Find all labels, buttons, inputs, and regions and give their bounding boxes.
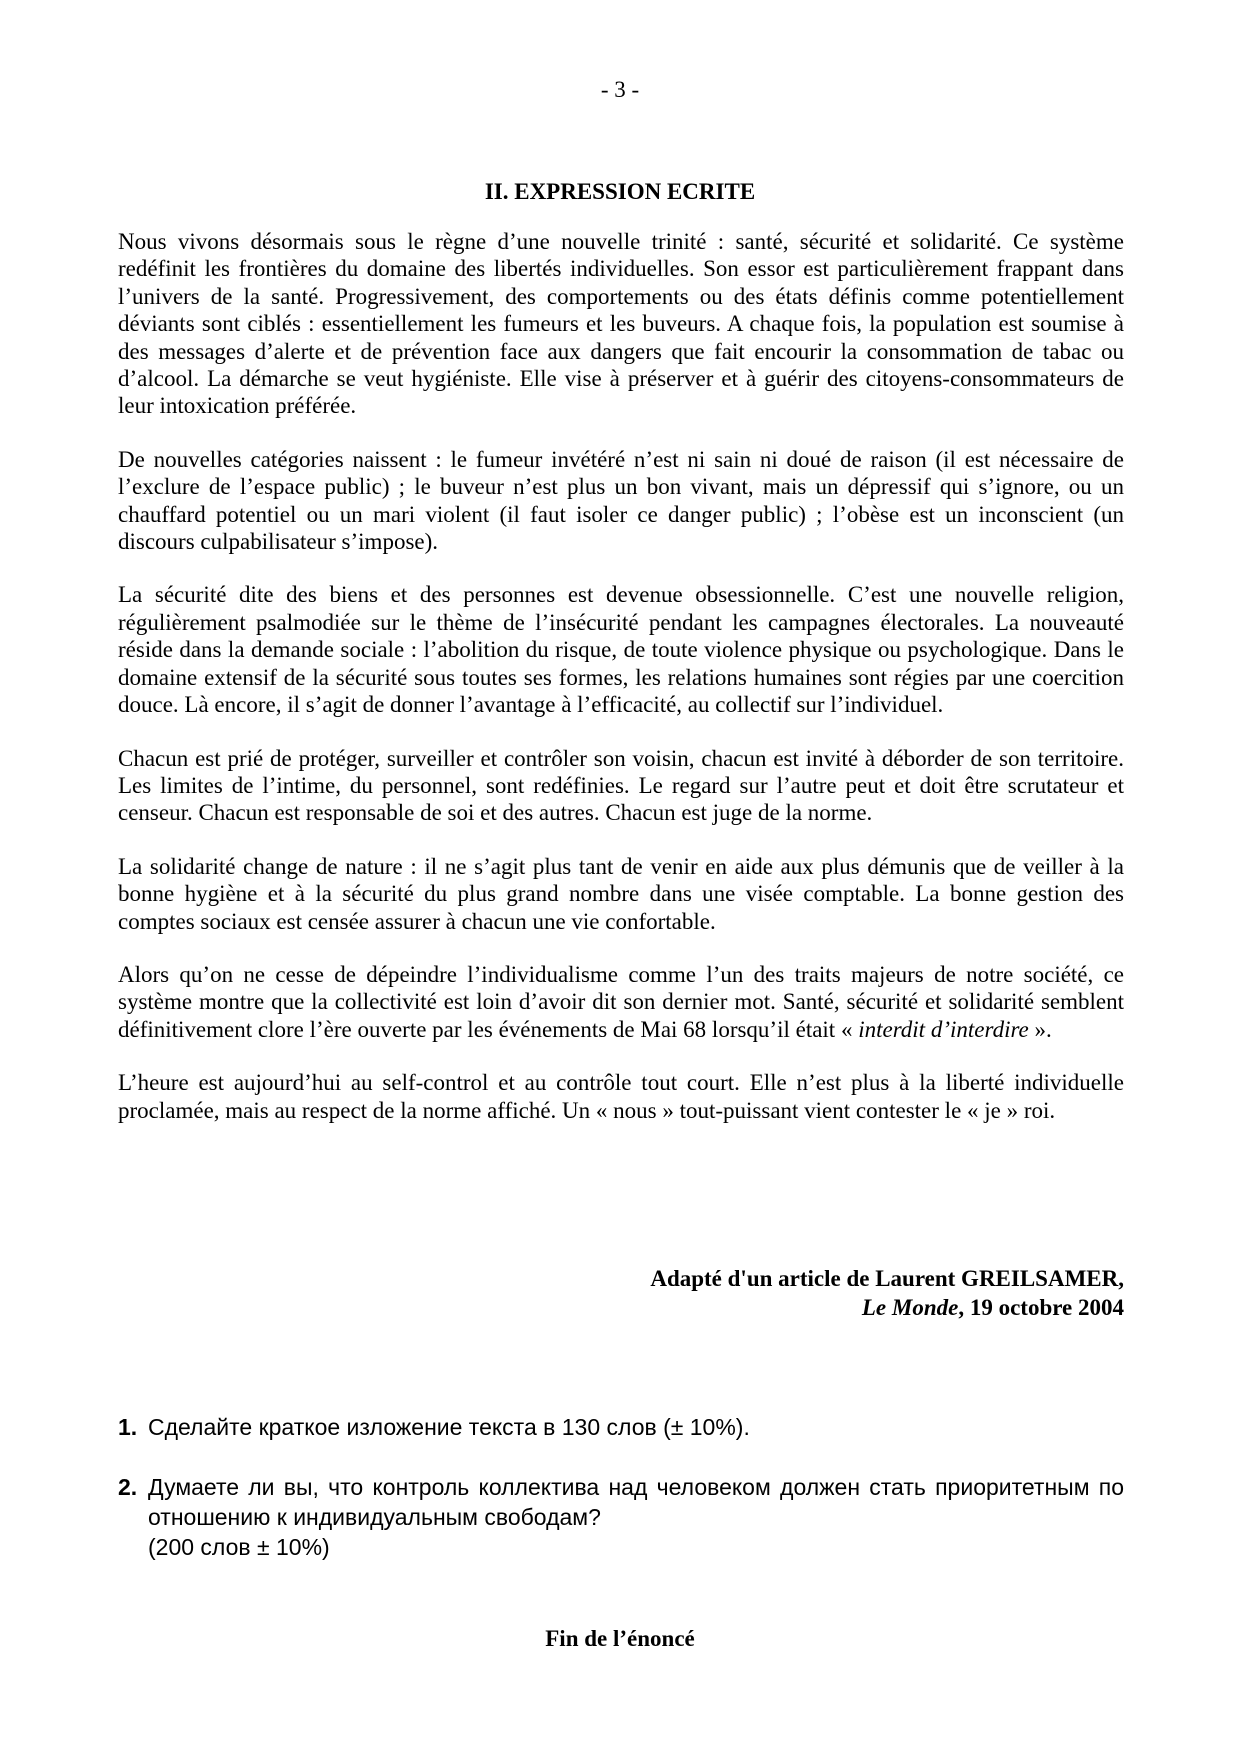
source-attribution (118, 1264, 1124, 1322)
article-paragraph: La solidarité change de nature : il ne s’agit plus tant de venir en aide aux plus démunis que de veiller à la bonne hygiène et à la sécurité du plus grand nombre dans une visée comptable. La bonne gestion des comptes sociaux est censée assurer à chacun une vie confortable. (118, 853, 1124, 934)
article-paragraph (118, 961, 1124, 1043)
question-text (148, 1472, 1124, 1562)
question-number: 2. (118, 1474, 138, 1500)
article-paragraph: L’heure est aujourd’hui au self-control et au contrôle tout court. Elle n’est plus à la liberté individuelle proclamée, mais au respect de la norme affiché. Un « nous » tout-puissant vient contester le « je » roi. (118, 1070, 1124, 1123)
article-paragraph: Chacun est prié de protéger, surveiller et contrôler son voisin, chacun est invité à déborder de son territoire. Les limites de l’intime, du personnel, sont redéfinies. Le regard sur l’autre peut et doit être scrutateur et censeur. Chacun est responsable de soi et des autres. Chacun est juge de la norme. (118, 745, 1124, 826)
question-list (118, 1412, 1124, 1592)
question-item (118, 1412, 1124, 1442)
question-text (148, 1412, 1124, 1442)
closing-line: Fin de l’énoncé (545, 1626, 695, 1651)
source-publication-line (118, 1293, 1124, 1322)
article-paragraph: Nous vivons désormais sous le règne d’une nouvelle trinité : santé, sécurité et solidarité. Ce système redéfinit les frontières du domaine des libertés individuelles. Son essor est particulièrement frappant dans l’univers de la santé. Progressivement, des comportements ou des états définis comme potentiellement déviants sont ciblés : essentiellement les fumeurs et les buveurs. A chaque fois, la population est soumise à des messages d’alerte et de prévention face aux dangers que fait encourir la consommation de tabac ou d’alcool. La démarche se veut hygiéniste. Elle vise à préserver et à guérir des citoyens-consommateurs de leur intoxication préférée. (118, 229, 1124, 419)
source-author: Adapté d'un article de Laurent GREILSAMER, (650, 1266, 1124, 1291)
question-line: Думаете ли вы, что контроль коллектива над человеком должен стать приоритетным по отношению к индивидуальным свободам? (148, 1474, 1124, 1530)
section-title: II. EXPRESSION ECRITE (484, 179, 756, 204)
quoted-slogan: interdit d’interdire (858, 1016, 1029, 1042)
question-number: 1. (118, 1414, 138, 1440)
article-paragraph: De nouvelles catégories naissent : le fumeur invétéré n’est ni sain ni doué de raison (il est nécessaire de l’exclure de l’espace public) ; le buveur n’est plus un bon vivant, mais un dépressif qui s’ignore, ou un chauffard potentiel ou un mari violent (il faut isoler ce danger public) ; l’obèse est un inconscient (un discours culpabilisateur s’impose). (118, 446, 1124, 555)
article-paragraph-text: Alors qu’on ne cesse de dépeindre l’individualisme comme l’un des traits majeurs de notre société, ce système montre que la collectivité est loin d’avoir dit son dernier mot. Santé, sécurité et solidarité semblent définitivement clore l’ère ouverte par les événements de Mai 68 lorsqu’il était « (118, 961, 1124, 1042)
article-paragraph-text: ». (1028, 1016, 1052, 1042)
question-line: Сделайте краткое изложение текста в 130 слов (± 10%). (148, 1414, 750, 1440)
page-number: - 3 - (600, 77, 640, 102)
article-paragraph: La sécurité dite des biens et des personnes est devenue obsessionnelle. C’est une nouvelle religion, régulièrement psalmodiée sur le thème de l’insécurité pendant les campagnes électorales. La nouveauté réside dans la demande sociale : l’abolition du risque, de toute violence physique ou psychologique. Dans le domaine extensif de la sécurité sous toutes ses formes, les relations humaines sont régies par une coercition douce. Là encore, il s’agit de donner l’avantage à l’efficacité, au collectif sur l’individuel. (118, 582, 1124, 718)
article-text (118, 228, 1124, 1150)
source-date: , 19 octobre 2004 (958, 1295, 1124, 1320)
source-publication: Le Monde (861, 1295, 959, 1320)
word-count-requirement: (200 слов ± 10%) (148, 1534, 330, 1560)
question-item (118, 1472, 1124, 1562)
